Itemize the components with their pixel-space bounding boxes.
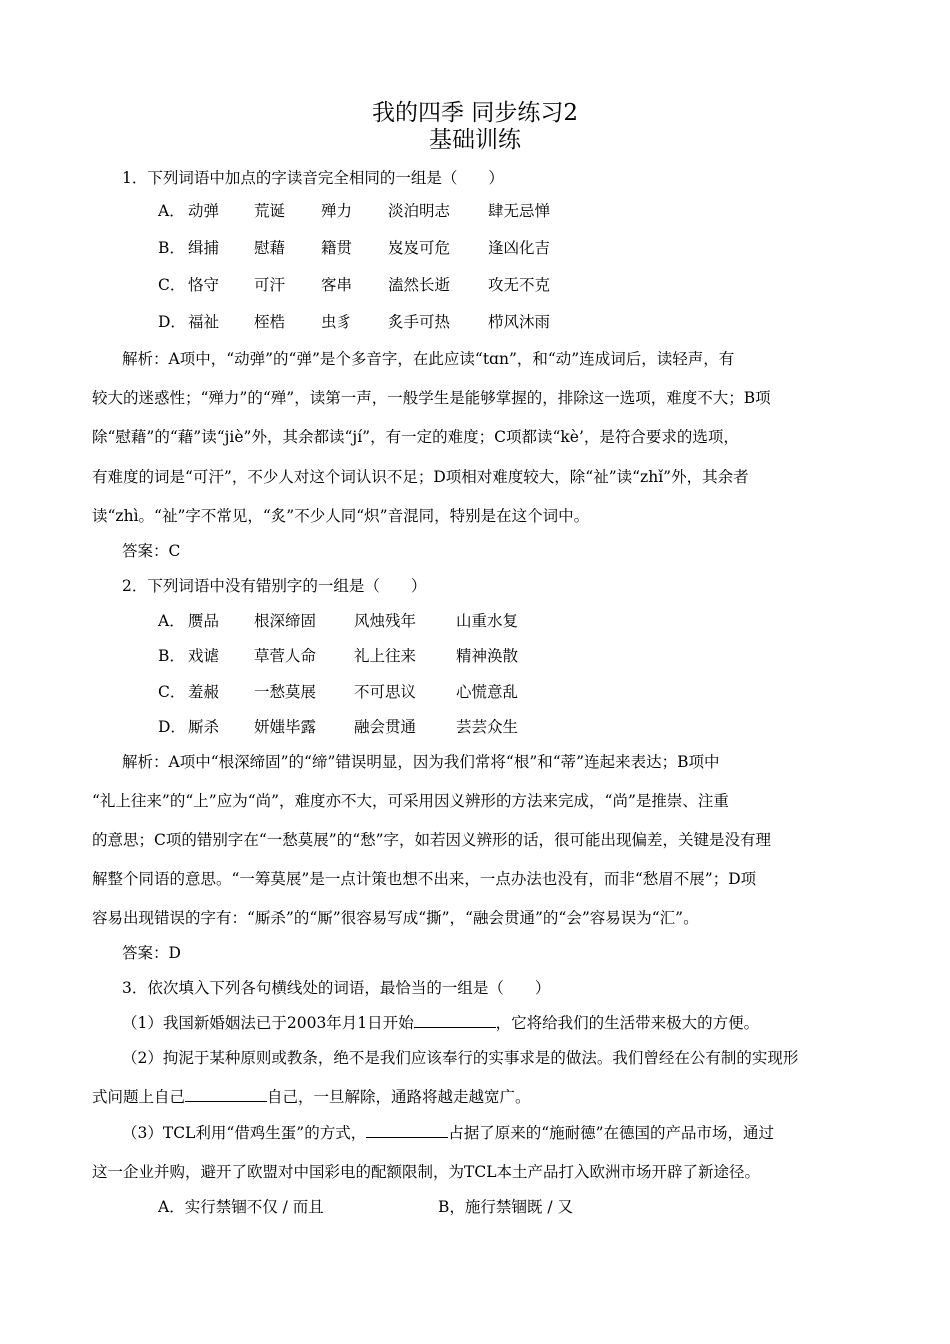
option-word: 芸芸众生 — [456, 718, 519, 736]
option-label: A． — [158, 202, 185, 220]
option-word: 客串 — [321, 276, 353, 294]
q1-analysis-line: 解析：A项中，“动弹”的“弹”是个多音字，在此应读“tɑn”，和“动”连成词后，读轻声，有 — [122, 350, 735, 368]
option-word: 戏谑 — [188, 647, 220, 665]
option-word: 缉捕 — [188, 239, 220, 257]
option-word: 羞赧 — [188, 683, 220, 701]
q3-sentence-2: （2）拘泥于某种原则或教条，绝不是我们应该奉行的实事求是的做法。我们曾经在公有制的实现形 — [122, 1049, 799, 1067]
option-word: 淡泊明志 — [388, 202, 451, 220]
q3-sentence-2-cont — [92, 1086, 531, 1108]
option-label: D． — [158, 718, 186, 736]
page-title: 我的四季 同步练习2 — [372, 100, 578, 126]
q2-analysis-line: 解析：A项中“根深缔固”的“缔”错误明显，因为我们常将“根”和“蒂”连起来表达；B项中 — [122, 753, 720, 771]
fill-blank — [414, 1012, 496, 1028]
option-word: 荒诞 — [254, 202, 286, 220]
q1-analysis-line: 较大的迷惑性；“殚力”的“殚”，读第一声，一般学生是能够掌握的，排除这一选项，难度不大；B项 — [92, 389, 771, 407]
option-word: 逢凶化吉 — [488, 239, 551, 257]
option-word: 殚力 — [321, 202, 353, 220]
option-word: 肆无忌惮 — [488, 202, 551, 220]
option-word: 赝品 — [188, 612, 220, 630]
option-word: 攻无不克 — [488, 276, 551, 294]
option-word: 厮杀 — [188, 718, 220, 736]
q1-analysis-line: 读“zhì。“祉”字不常见，“炙”不少人同“炽”音混同，特别是在这个词中。 — [92, 507, 590, 525]
q2-stem: 2．下列词语中没有错别字的一组是（ ） — [122, 577, 427, 595]
option-word: 虫豸 — [321, 313, 353, 331]
option-word: 精神涣散 — [456, 647, 519, 665]
option-word: 炙手可热 — [388, 313, 451, 331]
option-word: 籍贯 — [321, 239, 353, 257]
q1-analysis-line: 除“慰藉”的“藉”读“jiè”外，其余都读“jí”，有一定的难度；C项都读“kè’，是符合要求的选项， — [92, 428, 739, 446]
q2-analysis-line: 解整个同语的意思。“一筹莫展”是一点计策也想不出来，一点办法也没有，而非“愁眉不展”；D项 — [92, 870, 757, 888]
fill-blank — [366, 1122, 448, 1138]
option-word: 恪守 — [188, 276, 220, 294]
sentence-text: （1）我国新婚姻法已于2003年月1日开始 — [122, 1014, 414, 1032]
option-word: 心慌意乱 — [456, 683, 519, 701]
option-label: C． — [158, 276, 186, 294]
q3-option-b: B，施行禁锢既 / 又 — [438, 1198, 573, 1216]
q3-stem: 3．依次填入下列各句横线处的词语，最恰当的一组是（ ） — [122, 979, 551, 997]
fill-blank — [185, 1086, 267, 1102]
sentence-text: 占据了原来的“施耐德”在德国的产品市场，通过 — [448, 1124, 775, 1142]
option-label: D． — [158, 313, 186, 331]
option-word: 福祉 — [188, 313, 220, 331]
option-word: 溘然长逝 — [388, 276, 451, 294]
option-word: 妍媸毕露 — [254, 718, 317, 736]
option-word: 根深缔固 — [254, 612, 317, 630]
q3-sentence-3-cont: 这一企业并购，避开了欧盟对中国彩电的配额限制，为TCL本土产品打入欧洲市场开辟了新途径。 — [92, 1163, 760, 1181]
q2-analysis-line: 的意思；C项的错别字在“一愁莫展”的“愁”字，如若因义辨形的话，很可能出现偏差，关键是没有理 — [92, 831, 772, 849]
q1-stem: 1．下列词语中加点的字读音完全相同的一组是（ ） — [122, 169, 504, 187]
option-word: 栉风沐雨 — [488, 313, 551, 331]
option-label: C． — [158, 683, 186, 701]
sentence-text: 式问题上自己 — [92, 1088, 186, 1106]
option-word: 可汗 — [254, 276, 286, 294]
section-title: 基础训练 — [429, 127, 521, 153]
option-word: 慰藉 — [254, 239, 286, 257]
option-word: 山重水复 — [456, 612, 519, 630]
option-word: 风烛残年 — [354, 612, 417, 630]
option-word: 礼上往来 — [354, 647, 417, 665]
q3-sentence-1 — [122, 1012, 759, 1034]
sentence-text: 自己，一旦解除，通路将越走越宽广。 — [267, 1088, 531, 1106]
option-label: A． — [158, 612, 185, 630]
sentence-text: ，它将给我们的生活带来极大的方便。 — [495, 1014, 760, 1032]
option-word: 融会贯通 — [354, 718, 417, 736]
option-word: 桎梏 — [254, 313, 286, 331]
q1-answer: 答案：C — [122, 542, 181, 560]
q1-analysis-line: 有难度的词是“可汗”，不少人对这个词认识不足；D项相对难度较大，除“祉”读“zhǐ”外，其余者 — [92, 468, 749, 486]
option-label: B． — [158, 239, 185, 257]
q2-analysis-line: “礼上往来”的“上”应为“尚”，难度亦不大，可采用因义辨形的方法来完成，“尚”是推崇、注重 — [92, 792, 729, 810]
q2-analysis-line: 容易出现错误的字有：“厮杀”的“厮”很容易写成“撕”，“融会贯通”的“会”容易误为“汇”。 — [92, 909, 699, 927]
q3-option-a: A．实行禁锢不仅 / 而且 — [158, 1198, 324, 1216]
sentence-text: （3）TCL利用“借鸡生蛋”的方式， — [122, 1124, 367, 1142]
option-word: 岌岌可危 — [388, 239, 451, 257]
q2-answer: 答案：D — [122, 944, 181, 962]
q3-sentence-3 — [122, 1122, 774, 1144]
option-word: 不可思议 — [354, 683, 417, 701]
option-label: B． — [158, 647, 185, 665]
option-word: 动弹 — [188, 202, 220, 220]
option-word: 草菅人命 — [254, 647, 317, 665]
option-word: 一愁莫展 — [254, 683, 317, 701]
